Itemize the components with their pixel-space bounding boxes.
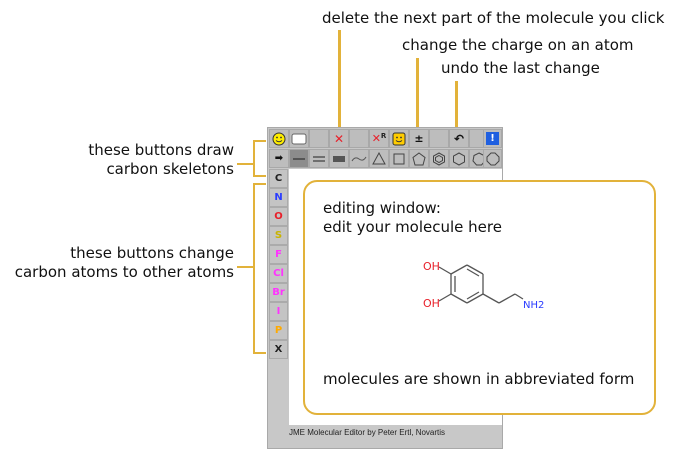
- annotation-charge: change the charge on an atom: [402, 36, 634, 54]
- smiley-square-icon: [392, 132, 406, 146]
- toolbar-empty-2[interactable]: [349, 129, 369, 148]
- abbreviated-form-note: molecules are shown in abbreviated form: [323, 370, 635, 388]
- atom-button-c[interactable]: C: [269, 169, 288, 188]
- pointer-charge: [416, 58, 419, 127]
- delete-group-button[interactable]: [369, 129, 389, 148]
- info-button[interactable]: [483, 129, 502, 148]
- charge-button[interactable]: [409, 129, 429, 148]
- ring4-button[interactable]: [389, 149, 409, 168]
- bracket-atoms-tick: [237, 266, 253, 268]
- square-ring-icon: [392, 152, 406, 166]
- bracket-skeletons-tick: [237, 163, 253, 165]
- end-bond-button[interactable]: [269, 149, 289, 168]
- ring8-button[interactable]: [483, 149, 502, 168]
- benzene-button[interactable]: [429, 149, 449, 168]
- delete-button[interactable]: [329, 129, 349, 148]
- editing-window-title: editing window:: [323, 199, 441, 217]
- chain-button[interactable]: [349, 149, 369, 168]
- ring3-button[interactable]: [369, 149, 389, 168]
- toolbar-empty-3[interactable]: [429, 129, 449, 148]
- query-button[interactable]: [389, 129, 409, 148]
- bracket-atoms-top: [253, 183, 266, 185]
- smiley-icon: [272, 132, 286, 146]
- blank-page-icon: [291, 133, 307, 145]
- annotation-skeletons-line1: these buttons draw: [88, 141, 234, 159]
- annotation-skeletons-line2: carbon skeletons: [106, 160, 234, 178]
- double-bond-icon: [312, 155, 326, 163]
- triple-bond-icon: [332, 155, 346, 163]
- undo-button[interactable]: [449, 129, 469, 148]
- hydroxyl-label-top: OH: [423, 260, 440, 273]
- triple-bond-button[interactable]: [329, 149, 349, 168]
- atom-button-f[interactable]: F: [269, 245, 288, 264]
- pointer-undo: [455, 81, 458, 127]
- annotation-delete: delete the next part of the molecule you click: [322, 9, 665, 27]
- hexagon-ring-icon: [452, 152, 466, 166]
- atom-button-cl[interactable]: Cl: [269, 264, 288, 283]
- atom-button-p[interactable]: P: [269, 321, 288, 340]
- annotation-atoms-line1: these buttons change: [70, 244, 234, 262]
- bracket-skeletons-vertical: [253, 140, 255, 177]
- molecule-bonds: [439, 265, 523, 303]
- double-bond-button[interactable]: [309, 149, 329, 168]
- delete-r-icon: ✕$^R$: [371, 132, 387, 145]
- annotation-undo: undo the last change: [441, 59, 600, 77]
- bracket-atoms-bottom: [253, 352, 266, 354]
- atom-button-o[interactable]: O: [269, 207, 288, 226]
- bracket-skeletons-top: [253, 140, 266, 142]
- molecule-drawing: [415, 252, 545, 342]
- ring5-button[interactable]: [409, 149, 429, 168]
- atom-button-x[interactable]: X: [269, 340, 288, 359]
- pointer-delete: [338, 30, 341, 127]
- single-bond-icon: [292, 156, 306, 162]
- charge-icon: ±: [414, 132, 424, 145]
- smile-button[interactable]: [269, 129, 289, 148]
- bracket-skeletons-bottom: [253, 175, 266, 177]
- editing-window-callout: [303, 180, 656, 415]
- atom-button-i[interactable]: I: [269, 302, 288, 321]
- bracket-atoms-vertical: [253, 183, 255, 354]
- annotation-atoms-line2: carbon atoms to other atoms: [14, 263, 234, 281]
- octagon-ring-icon: [486, 152, 500, 166]
- hydroxyl-label-bottom: OH: [423, 297, 440, 310]
- chain-icon: [351, 155, 367, 163]
- info-icon: !: [486, 132, 499, 145]
- triangle-ring-icon: [372, 152, 386, 166]
- delete-icon: ✕: [333, 131, 345, 146]
- atom-button-n[interactable]: N: [269, 188, 288, 207]
- benzene-ring-icon: [432, 152, 446, 166]
- atom-button-s[interactable]: S: [269, 226, 288, 245]
- atom-button-br[interactable]: Br: [269, 283, 288, 302]
- new-button[interactable]: [289, 129, 309, 148]
- footer-credit: JME Molecular Editor by Peter Ertl, Novartis: [289, 428, 446, 437]
- undo-icon: ↶: [453, 131, 465, 146]
- arrow-right-icon: ➡: [274, 153, 284, 164]
- single-bond-button[interactable]: [289, 149, 309, 168]
- pentagon-ring-icon: [412, 152, 426, 166]
- ring6-button[interactable]: [449, 149, 469, 168]
- amine-label: NH2: [523, 300, 545, 311]
- editing-window-subtitle: edit your molecule here: [323, 218, 502, 236]
- toolbar-empty-1[interactable]: [309, 129, 329, 148]
